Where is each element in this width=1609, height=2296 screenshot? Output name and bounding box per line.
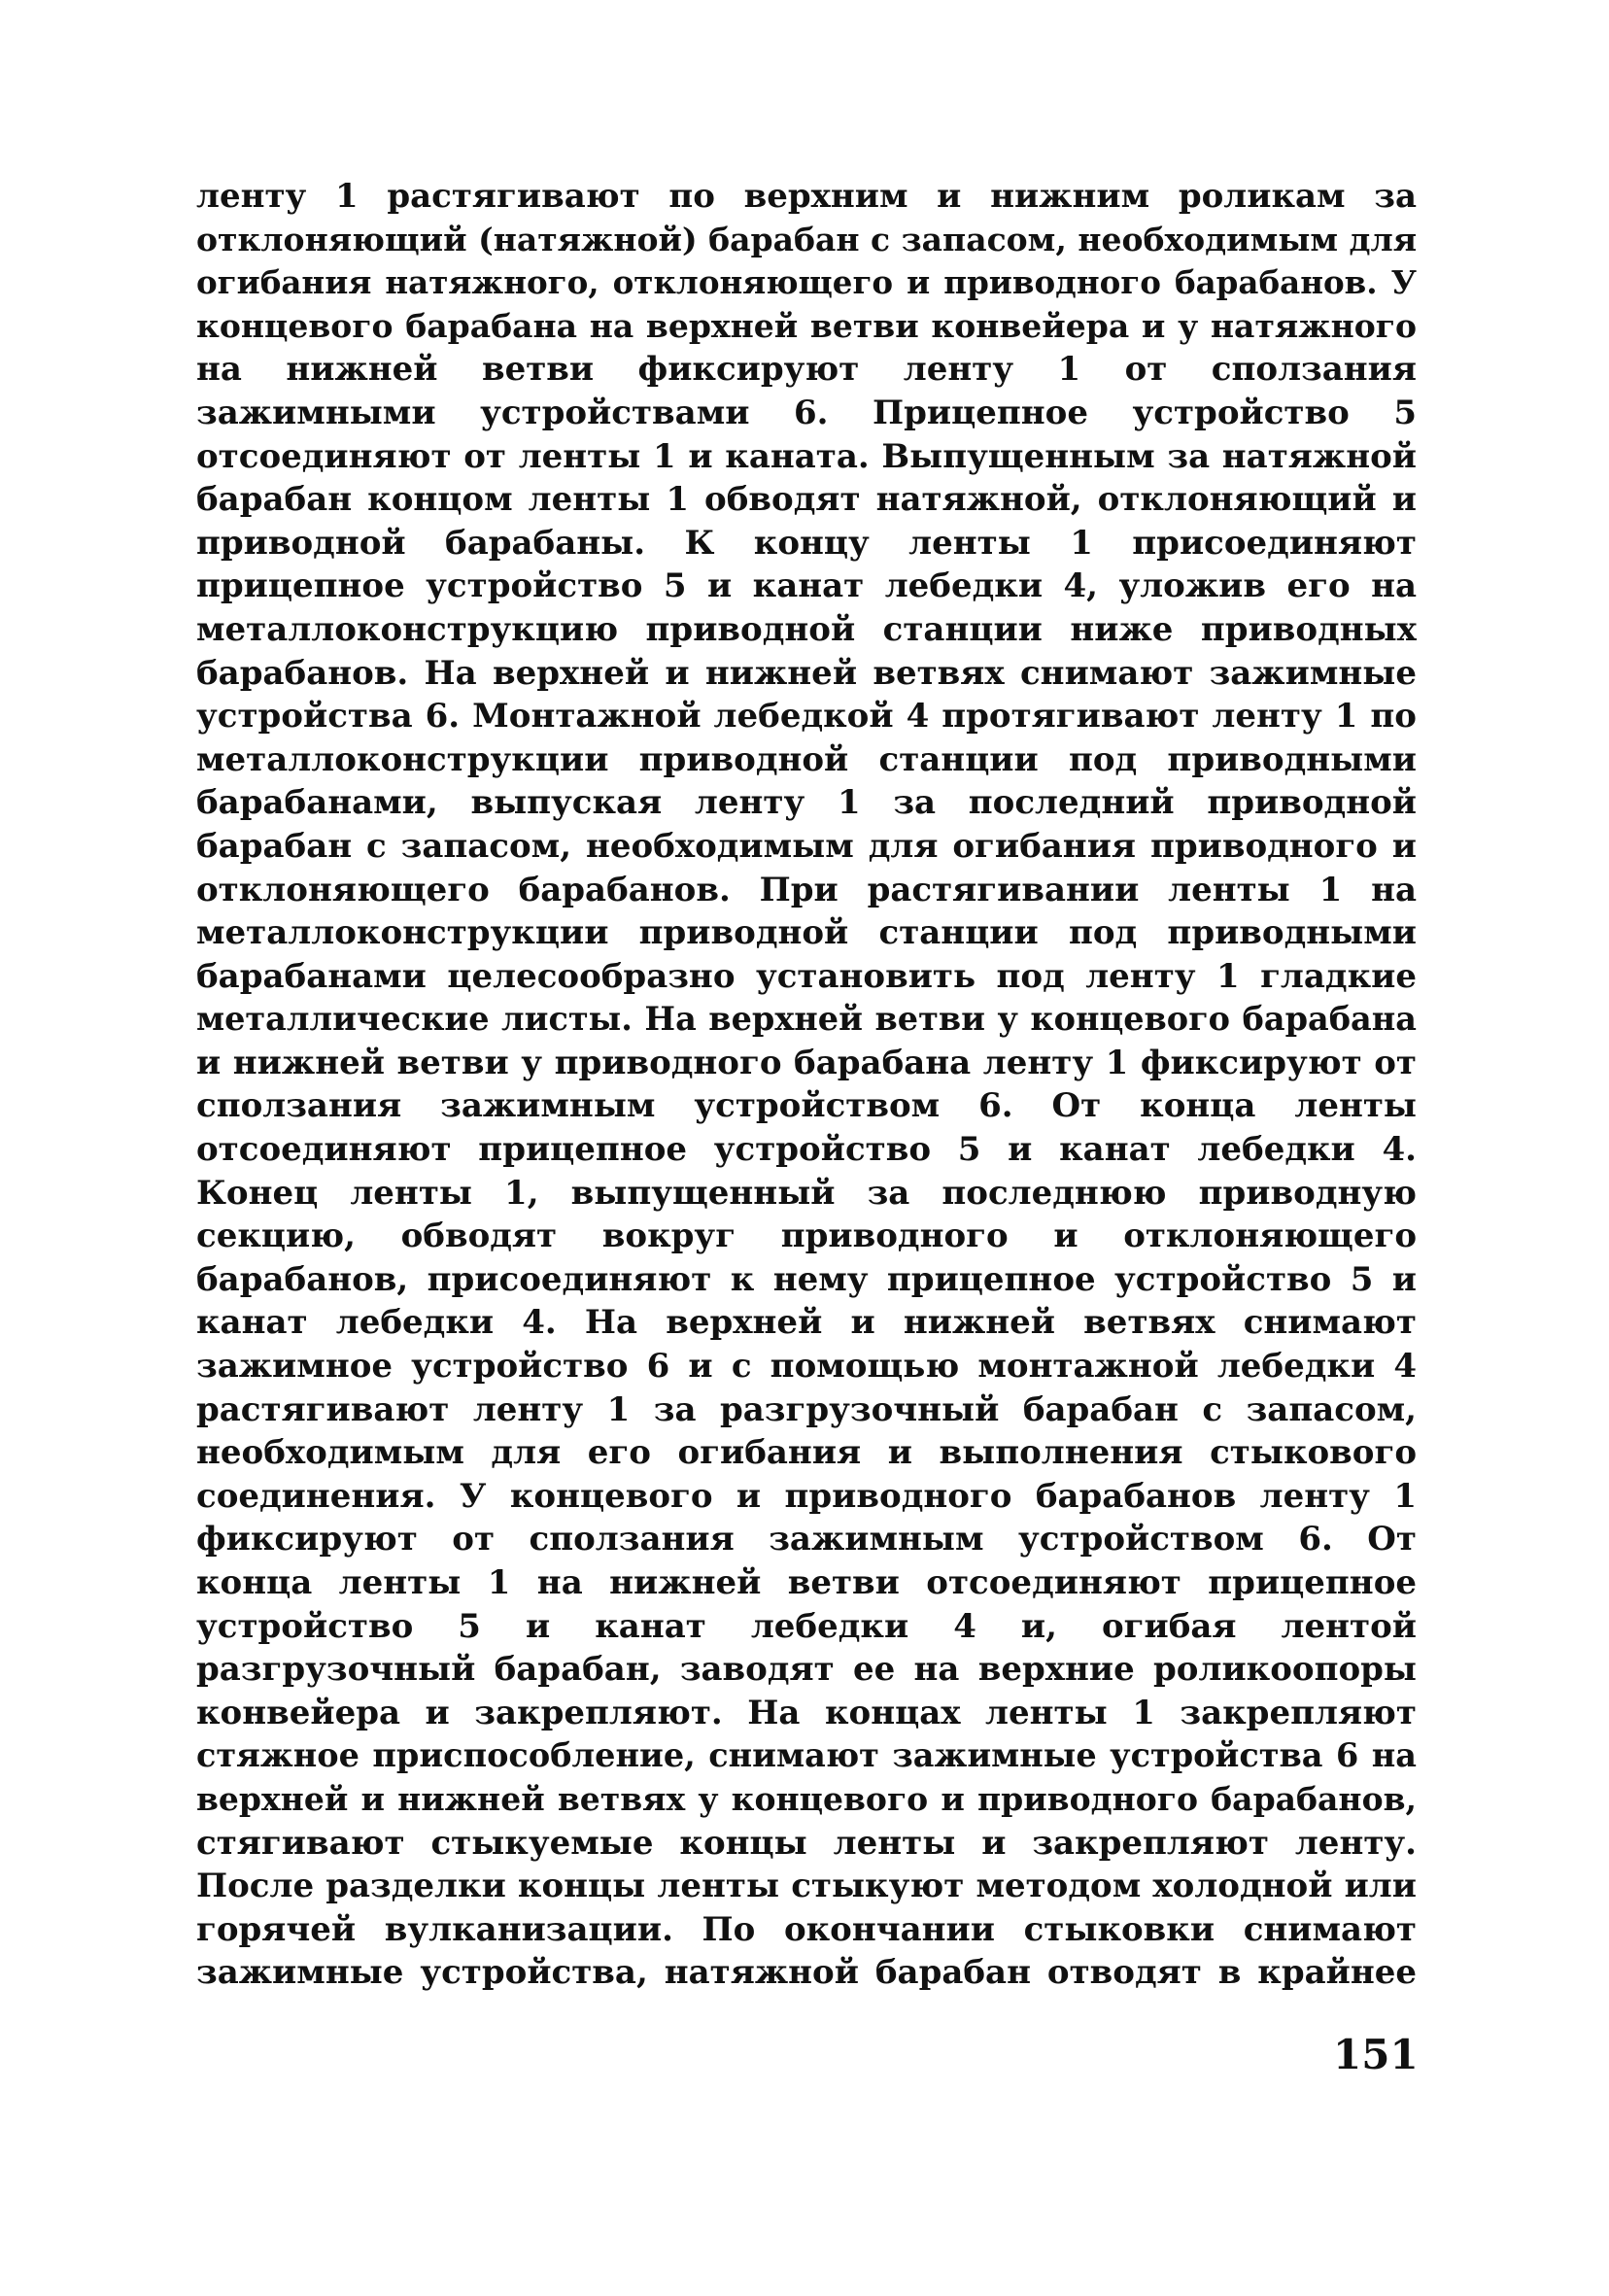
- text-line: концевого барабана на верхней ветви конвейера и у натяжного: [196, 306, 1417, 345]
- text-line: на нижней ветви фиксируют ленту 1 от сползания: [196, 350, 1417, 390]
- page-number: 151: [1333, 2031, 1419, 2078]
- text-line: огибания натяжного, отклоняющего и приводного барабанов. У: [196, 263, 1417, 302]
- text-line: фиксируют от сползания зажимным устройством 6. От: [196, 1520, 1417, 1559]
- text-line: горячей вулканизации. По окончании стыковки снимают: [196, 1909, 1417, 1949]
- text-line: приводной барабаны. К концу ленты 1 присоединяют: [196, 523, 1417, 563]
- text-line: металлоконструкцию приводной станции ниже приводных: [196, 609, 1417, 649]
- text-line: канат лебедки 4. На верхней и нижней ветвях снимают: [196, 1303, 1417, 1343]
- text-line: ленту 1 растягивают по верхним и нижним роликам за: [196, 177, 1417, 216]
- text-line: прицепное устройство 5 и канат лебедки 4, уложив его на: [196, 566, 1417, 606]
- text-line: отклоняющий (натяжной) барабан с запасом, необходимым для: [196, 220, 1417, 258]
- text-line: отклоняющего барабанов. При растягивании ленты 1 на: [196, 870, 1417, 909]
- text-line: барабанами, выпуская ленту 1 за последний приводной: [196, 783, 1417, 823]
- text-line: барабан с запасом, необходимым для огибания приводного и: [196, 826, 1417, 866]
- text-line: сползания зажимным устройством 6. От конца ленты: [196, 1086, 1417, 1126]
- text-line: барабан концом ленты 1 обводят натяжной, отклоняющий и: [196, 480, 1417, 520]
- text-line: зажимные устройства, натяжной барабан отводят в крайнее: [196, 1953, 1417, 1993]
- text-line: металлические листы. На верхней ветви у концевого барабана: [196, 1000, 1417, 1039]
- text-line: После разделки концы ленты стыкуют методом холодной или: [196, 1867, 1417, 1906]
- text-line: отсоединяют от ленты 1 и каната. Выпущенным за натяжной: [196, 436, 1417, 476]
- text-line: зажимное устройство 6 и с помощью монтажной лебедки 4: [196, 1347, 1417, 1387]
- text-line: растягивают ленту 1 за разгрузочный барабан с запасом,: [196, 1389, 1417, 1429]
- text-line: разгрузочный барабан, заводят ее на верхние роликоопоры: [196, 1650, 1417, 1690]
- text-line: устройства 6. Монтажной лебедкой 4 протягивают ленту 1 по: [196, 697, 1417, 737]
- text-line: соединения. У концевого и приводного барабанов ленту 1: [196, 1476, 1417, 1516]
- text-line: металлоконструкции приводной станции под приводными: [196, 913, 1417, 953]
- text-line: и нижней ветви у приводного барабана ленту 1 фиксируют от: [196, 1043, 1417, 1082]
- text-line: конвейера и закрепляют. На концах ленты 1 закрепляют: [196, 1693, 1417, 1732]
- text-line: металлоконструкции приводной станции под приводными: [196, 739, 1417, 779]
- text-line: барабанов. На верхней и нижней ветвях снимают зажимные: [196, 653, 1417, 693]
- text-line: стягивают стыкуемые концы ленты и закрепляют ленту.: [196, 1823, 1417, 1863]
- text-line: устройство 5 и канат лебедки 4 и, огибая лентой: [196, 1606, 1417, 1646]
- text-line: верхней и нижней ветвях у концевого и приводного барабанов,: [196, 1779, 1417, 1818]
- text-line: конца ленты 1 на нижней ветви отсоединяют прицепное: [196, 1563, 1417, 1602]
- text-line: Конец ленты 1, выпущенный за последнюю приводную: [196, 1173, 1417, 1213]
- text-line: стяжное приспособление, снимают зажимные устройства 6 на: [196, 1736, 1417, 1775]
- text-line: зажимными устройствами 6. Прицепное устройство 5: [196, 393, 1417, 432]
- body-text: [196, 175, 1417, 1995]
- text-line: барабанами целесообразно установить под ленту 1 гладкие: [196, 956, 1417, 996]
- text-line: секцию, обводят вокруг приводного и отклоняющего: [196, 1217, 1417, 1256]
- text-line: необходимым для его огибания и выполнения стыкового: [196, 1433, 1417, 1473]
- text-line: отсоединяют прицепное устройство 5 и канат лебедки 4.: [196, 1130, 1417, 1170]
- text-line: барабанов, присоединяют к нему прицепное устройство 5 и: [196, 1259, 1417, 1299]
